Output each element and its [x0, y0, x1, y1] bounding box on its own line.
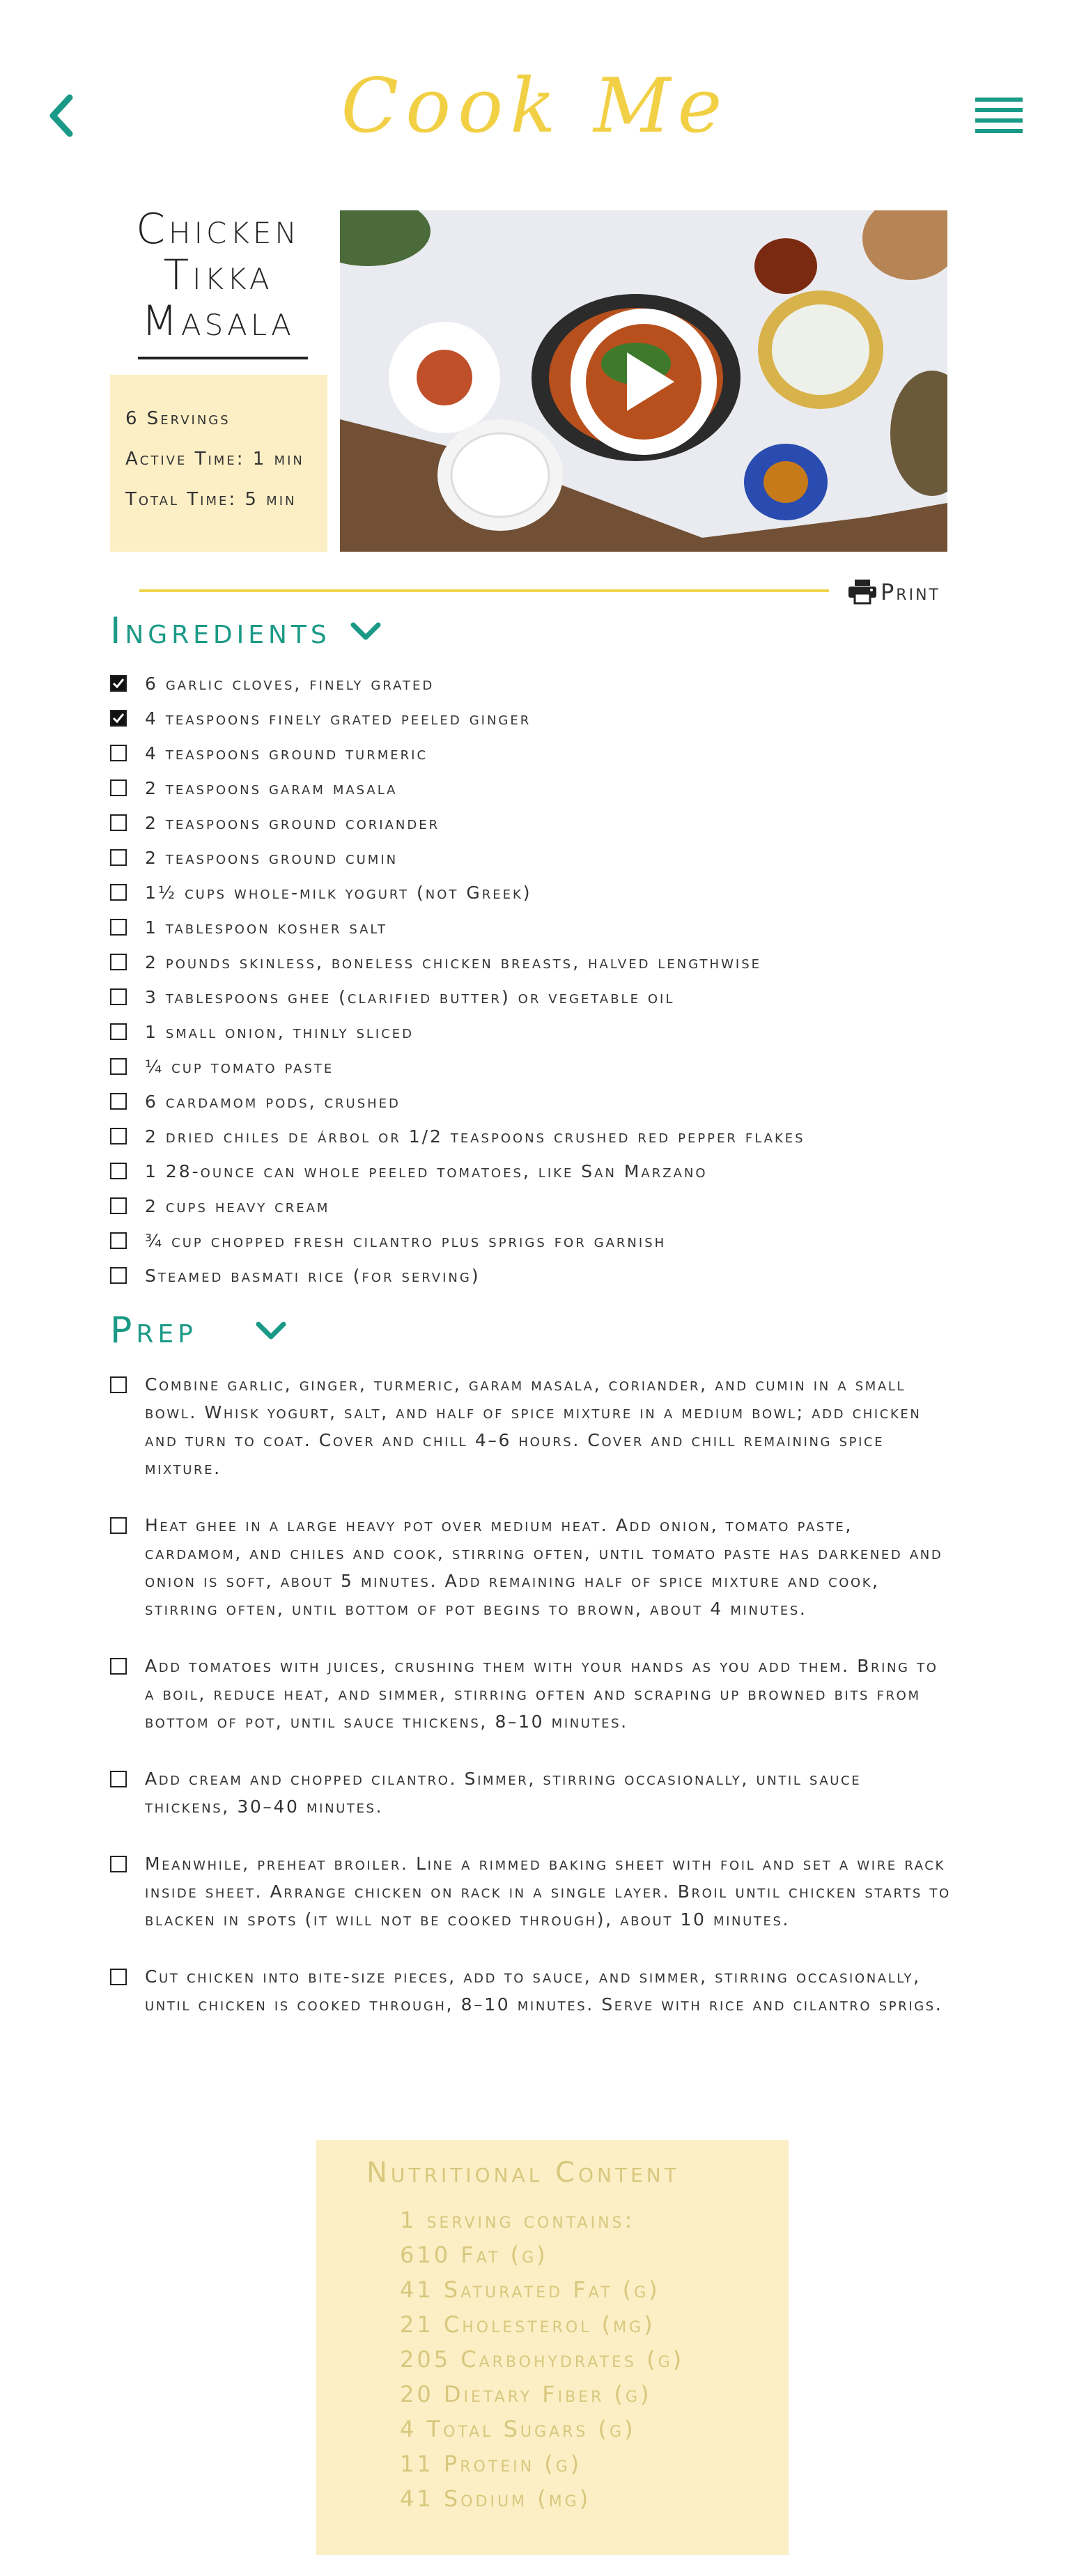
prep-step: [110, 1652, 953, 1736]
ingredient-item: [110, 1119, 967, 1154]
ingredients-heading: Ingredients: [110, 610, 331, 652]
prep-step-checkbox[interactable]: [110, 1969, 127, 1985]
ingredient-checkbox[interactable]: [110, 1128, 127, 1145]
nutrition-item: 20 Dietary Fiber (g): [400, 2381, 652, 2407]
prep-step: [110, 1512, 953, 1623]
ingredient-checkbox[interactable]: [110, 1232, 127, 1249]
ingredient-text: 1½ cups whole-milk yogurt (not Greek): [145, 882, 532, 903]
servings-text: 6 Servings: [125, 408, 231, 429]
nutrition-heading: Nutritional Content: [366, 2157, 680, 2189]
nutrition-item: 41 Saturated Fat (g): [400, 2276, 660, 2303]
ingredient-text: Steamed basmati rice (for serving): [145, 1265, 481, 1286]
chevron-down-icon: [256, 1321, 286, 1340]
chevron-down-icon: [350, 621, 381, 641]
nutrition-item: 41 Sodium (mg): [400, 2485, 591, 2512]
ingredient-item: [110, 1223, 967, 1258]
ingredient-text: 2 dried chiles de árbol or 1/2 teaspoons crushed red pepper flakes: [145, 1126, 805, 1147]
nutrition-item: 21 Cholesterol (mg): [400, 2311, 656, 2338]
nutrition-item: 11 Protein (g): [400, 2451, 582, 2477]
ingredient-text: 6 garlic cloves, finely grated: [145, 673, 435, 694]
ingredient-checkbox[interactable]: [110, 1197, 127, 1214]
prep-toggle[interactable]: [110, 1310, 286, 1351]
ingredient-item: [110, 1084, 967, 1119]
ingredient-checkbox[interactable]: [110, 884, 127, 901]
ingredient-checkbox[interactable]: [110, 849, 127, 866]
ingredient-checkbox[interactable]: [110, 1023, 127, 1040]
nutrition-item: 205 Carbohydrates (g): [400, 2346, 685, 2373]
prep-step: [110, 1850, 953, 1934]
ingredient-item: [110, 840, 967, 875]
ingredient-checkbox[interactable]: [110, 988, 127, 1005]
ingredient-checkbox[interactable]: [110, 1093, 127, 1110]
ingredient-text: 2 teaspoons ground coriander: [145, 812, 440, 833]
ingredient-item: [110, 770, 967, 805]
prep-step-checkbox[interactable]: [110, 1376, 127, 1393]
ingredient-text: 2 cups heavy cream: [145, 1195, 330, 1216]
prep-step-checkbox[interactable]: [110, 1517, 127, 1534]
ingredient-checkbox[interactable]: [110, 779, 127, 796]
ingredient-text: 2 pounds skinless, boneless chicken breasts, halved lengthwise: [145, 952, 761, 972]
ingredient-item: [110, 1014, 967, 1049]
prep-step-text: Combine garlic, ginger, turmeric, garam masala, coriander, and cumin in a small bowl. Whisk yogurt, salt, and half of spice mixture in a medium bowl; add chicken and turn to coat. Cover and chill 4–6 hours. Cover and chill remaining spice mixture.: [145, 1374, 922, 1478]
ingredient-item: [110, 805, 967, 840]
title-underline: [138, 357, 308, 359]
active-time-text: Active Time: 1 min: [125, 449, 304, 470]
prep-step-checkbox[interactable]: [110, 1856, 127, 1872]
ingredient-item: [110, 1049, 967, 1084]
recipe-title: [110, 206, 326, 344]
print-button[interactable]: [848, 577, 940, 607]
recipe-title-line: Tikka: [163, 251, 273, 300]
ingredient-item: [110, 1258, 967, 1293]
printer-icon: [848, 580, 876, 605]
nutrition-list: [400, 2203, 684, 2516]
ingredient-item: [110, 1188, 967, 1223]
print-label: Print: [881, 579, 940, 605]
ingredient-text: 2 teaspoons ground cumin: [145, 847, 398, 868]
prep-step-text: Heat ghee in a large heavy pot over medium heat. Add onion, tomato paste, cardamom, and chiles and cook, stirring often, until tomato paste has darkened and onion is soft, about 5 minutes. Add remaining half of spice mixture and cook, stirring often, until bottom of pot begins to brown, about 4 minutes.: [145, 1515, 943, 1619]
ingredient-text: ¾ cup chopped fresh cilantro plus sprigs for garnish: [145, 1230, 667, 1251]
recipe-info-box: [110, 375, 327, 552]
ingredient-checkbox[interactable]: [110, 1058, 127, 1075]
prep-step-checkbox[interactable]: [110, 1771, 127, 1787]
prep-step: [110, 1963, 953, 2019]
ingredients-list: [110, 666, 967, 1293]
ingredient-text: 1 28-ounce can whole peeled tomatoes, like San Marzano: [145, 1161, 708, 1181]
ingredient-checkbox[interactable]: [110, 745, 127, 761]
ingredient-text: 1 small onion, thinly sliced: [145, 1021, 414, 1042]
ingredient-text: 1 tablespoon kosher salt: [145, 917, 387, 938]
ingredient-item: [110, 945, 967, 979]
ingredient-checkbox[interactable]: [110, 954, 127, 970]
ingredient-text: 2 teaspoons garam masala: [145, 777, 398, 798]
ingredient-item: [110, 875, 967, 910]
ingredient-item: [110, 701, 967, 736]
total-time-text: Total Time: 5 min: [125, 489, 297, 510]
ingredient-item: [110, 666, 967, 701]
recipe-video[interactable]: [340, 210, 947, 552]
prep-step-checkbox[interactable]: [110, 1658, 127, 1675]
nutrition-item: 4 Total Sugars (g): [400, 2416, 636, 2442]
ingredient-checkbox[interactable]: [110, 1267, 127, 1284]
print-divider: [139, 589, 829, 592]
prep-heading: Prep: [110, 1310, 197, 1351]
play-icon[interactable]: [567, 305, 720, 458]
ingredient-item: [110, 736, 967, 770]
nutrition-item: 610 Fat (g): [400, 2242, 548, 2268]
ingredient-item: [110, 910, 967, 945]
ingredient-item: [110, 1154, 967, 1188]
ingredient-text: 6 cardamom pods, crushed: [145, 1091, 401, 1112]
prep-steps-list: [110, 1371, 953, 2019]
ingredient-checkbox[interactable]: [110, 675, 127, 692]
prep-step-text: Add cream and chopped cilantro. Simmer, stirring occasionally, until sauce thickens, 30–40 minutes.: [145, 1769, 862, 1817]
ingredient-text: 3 tablespoons ghee (clarified butter) or vegetable oil: [145, 986, 675, 1007]
ingredient-checkbox[interactable]: [110, 710, 127, 727]
app-logo-title: Cook Me: [341, 63, 729, 150]
nutrition-serving-note: 1 serving contains:: [400, 2207, 635, 2233]
menu-button[interactable]: [975, 98, 1023, 134]
hamburger-menu-icon: [975, 98, 1023, 134]
ingredients-toggle[interactable]: [110, 610, 381, 652]
ingredient-text: ¼ cup tomato paste: [145, 1056, 334, 1077]
ingredient-item: [110, 979, 967, 1014]
recipe-title-line: Masala: [141, 297, 295, 346]
ingredient-checkbox[interactable]: [110, 1163, 127, 1179]
ingredient-checkbox[interactable]: [110, 814, 127, 831]
prep-step: [110, 1765, 953, 1821]
prep-step: [110, 1371, 953, 1482]
nutrition-box: [316, 2140, 789, 2555]
ingredient-text: 4 teaspoons ground turmeric: [145, 743, 428, 763]
prep-step-text: Cut chicken into bite-size pieces, add to sauce, and simmer, stirring occasionally, until chicken is cooked through, 8–10 minutes. Serve with rice and cilantro sprigs.: [145, 1966, 943, 2015]
recipe-title-line: Chicken: [136, 205, 300, 254]
ingredient-text: 4 teaspoons finely grated peeled ginger: [145, 708, 532, 729]
ingredient-checkbox[interactable]: [110, 919, 127, 936]
prep-step-text: Add tomatoes with juices, crushing them with your hands as you add them. Bring to a boil, reduce heat, and simmer, stirring often and scraping up browned bits from bottom of pot, until sauce thickens, 8–10 minutes.: [145, 1656, 938, 1732]
prep-step-text: Meanwhile, preheat broiler. Line a rimmed baking sheet with foil and set a wire rack inside sheet. Arrange chicken on rack in a single layer. Broil until chicken starts to blacken in spots (it will not be cooked through), about 10 minutes.: [145, 1854, 951, 1930]
